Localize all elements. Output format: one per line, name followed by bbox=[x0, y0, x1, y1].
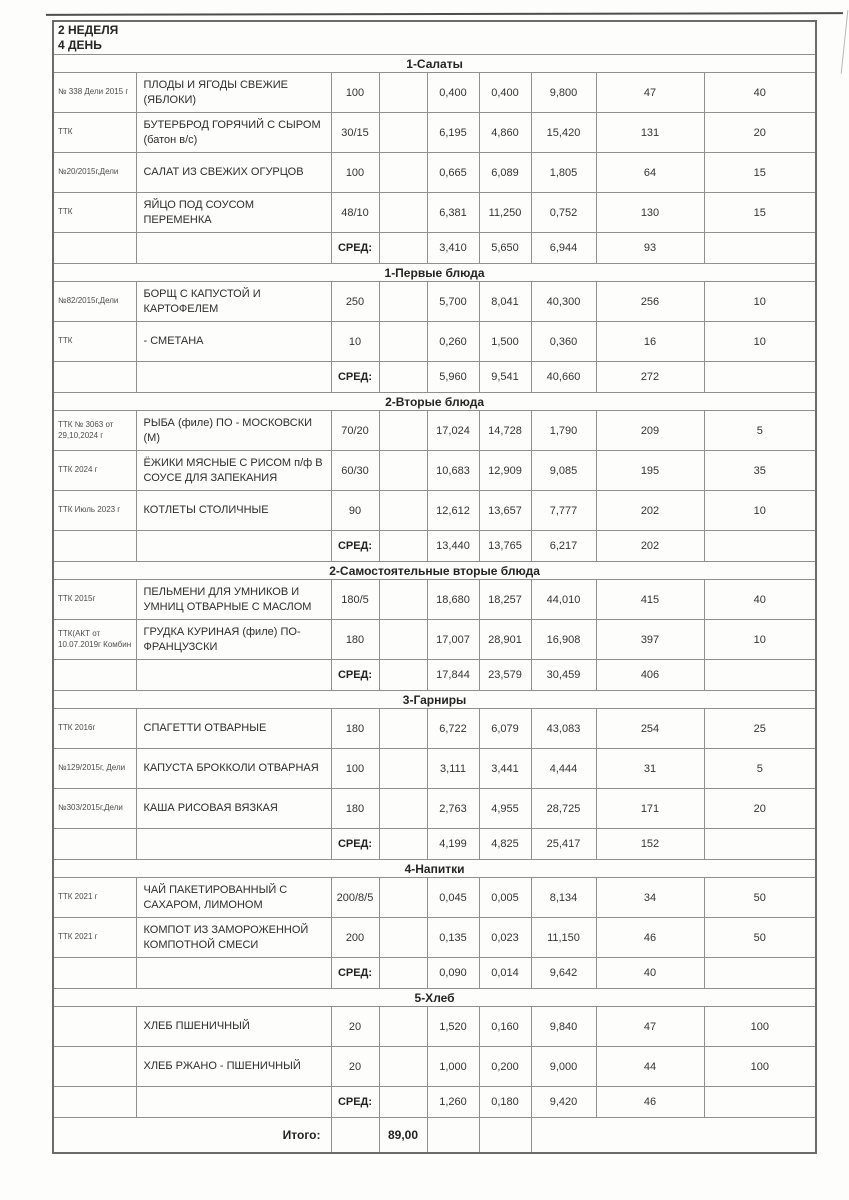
recipe-ref-cell: №129/2015г, Дели bbox=[53, 749, 136, 789]
value-cell: 6,217 bbox=[531, 531, 596, 562]
dish-row bbox=[53, 620, 816, 660]
blank-cell bbox=[379, 73, 427, 113]
dish-name-cell: СПАГЕТТИ ОТВАРНЫЕ bbox=[136, 709, 331, 749]
value-cell: 0,023 bbox=[479, 918, 531, 958]
value-cell: 9,840 bbox=[531, 1007, 596, 1047]
section-header-row bbox=[53, 989, 816, 1007]
dish-name-cell: БУТЕРБРОД ГОРЯЧИЙ С СЫРОМ (батон в/с) bbox=[136, 113, 331, 153]
value-cell: 406 bbox=[596, 660, 704, 691]
recipe-ref-cell: №303/2015г,Дели bbox=[53, 789, 136, 829]
value-cell: 0,014 bbox=[479, 958, 531, 989]
blank-cell bbox=[479, 1118, 531, 1153]
recipe-ref-cell bbox=[53, 362, 136, 393]
value-cell: 4,955 bbox=[479, 789, 531, 829]
value-cell: 254 bbox=[596, 709, 704, 749]
value-cell: 44,010 bbox=[531, 580, 596, 620]
value-cell: 17,024 bbox=[427, 411, 479, 451]
value-cell: 7,777 bbox=[531, 491, 596, 531]
dish-row bbox=[53, 878, 816, 918]
value-cell: 31 bbox=[596, 749, 704, 789]
portion-cell: 200/8/5 bbox=[331, 878, 379, 918]
value-cell: 130 bbox=[596, 193, 704, 233]
avg-label-cell: СРЕД: bbox=[331, 829, 379, 860]
total-label-cell: Итого: bbox=[53, 1118, 331, 1153]
section-header-row bbox=[53, 860, 816, 878]
portion-cell: 100 bbox=[331, 749, 379, 789]
value-cell: 5,700 bbox=[427, 282, 479, 322]
portion-cell: 100 bbox=[331, 73, 379, 113]
value-cell: 9,541 bbox=[479, 362, 531, 393]
value-cell: 0,200 bbox=[479, 1047, 531, 1087]
value-cell: 17,844 bbox=[427, 660, 479, 691]
dish-name-cell: САЛАТ ИЗ СВЕЖИХ ОГУРЦОВ bbox=[136, 153, 331, 193]
total-value-cell: 89,00 bbox=[379, 1118, 427, 1153]
value-cell: 34 bbox=[596, 878, 704, 918]
section-header-row bbox=[53, 55, 816, 73]
dish-name-cell bbox=[136, 233, 331, 264]
value-cell: 4,825 bbox=[479, 829, 531, 860]
dish-name-cell: ЁЖИКИ МЯСНЫЕ С РИСОМ п/ф В СОУСЕ ДЛЯ ЗАПЕКАНИЯ bbox=[136, 451, 331, 491]
value-cell: 4,860 bbox=[479, 113, 531, 153]
value-cell: 46 bbox=[596, 918, 704, 958]
value-cell: 0,090 bbox=[427, 958, 479, 989]
value-cell: 40 bbox=[596, 958, 704, 989]
blank-cell bbox=[331, 1118, 379, 1153]
value-cell: 17,007 bbox=[427, 620, 479, 660]
value-cell: 40 bbox=[704, 580, 816, 620]
dish-row bbox=[53, 322, 816, 362]
value-cell: 5 bbox=[704, 749, 816, 789]
blank-cell bbox=[379, 918, 427, 958]
recipe-ref-cell: ТТК 2021 г bbox=[53, 918, 136, 958]
blank-cell bbox=[531, 1118, 816, 1153]
value-cell: 64 bbox=[596, 153, 704, 193]
portion-cell: 180 bbox=[331, 789, 379, 829]
value-cell: 0,135 bbox=[427, 918, 479, 958]
dish-name-cell: КАПУСТА БРОККОЛИ ОТВАРНАЯ bbox=[136, 749, 331, 789]
avg-label-cell: СРЕД: bbox=[331, 958, 379, 989]
dish-name-cell bbox=[136, 1087, 331, 1118]
value-cell: 9,800 bbox=[531, 73, 596, 113]
recipe-ref-cell bbox=[53, 660, 136, 691]
recipe-ref-cell bbox=[53, 1047, 136, 1087]
dish-name-cell: ХЛЕБ ПШЕНИЧНЫЙ bbox=[136, 1007, 331, 1047]
value-cell: 18,680 bbox=[427, 580, 479, 620]
dish-row bbox=[53, 749, 816, 789]
portion-cell: 200 bbox=[331, 918, 379, 958]
value-cell: 1,805 bbox=[531, 153, 596, 193]
blank-cell bbox=[379, 958, 427, 989]
value-cell: 6,381 bbox=[427, 193, 479, 233]
value-cell: 195 bbox=[596, 451, 704, 491]
value-cell: 25 bbox=[704, 709, 816, 749]
value-cell bbox=[704, 660, 816, 691]
value-cell: 16 bbox=[596, 322, 704, 362]
dish-name-cell: ГРУДКА КУРИНАЯ (филе) ПО-ФРАНЦУЗСКИ bbox=[136, 620, 331, 660]
dish-name-cell bbox=[136, 531, 331, 562]
value-cell: 47 bbox=[596, 1007, 704, 1047]
value-cell: 28,901 bbox=[479, 620, 531, 660]
value-cell: 4,199 bbox=[427, 829, 479, 860]
value-cell: 23,579 bbox=[479, 660, 531, 691]
portion-cell: 70/20 bbox=[331, 411, 379, 451]
value-cell: 15 bbox=[704, 153, 816, 193]
dish-name-cell: ПЕЛЬМЕНИ ДЛЯ УМНИКОВ И УМНИЦ ОТВАРНЫЕ С МАСЛОМ bbox=[136, 580, 331, 620]
scan-artifact-line bbox=[46, 12, 843, 16]
value-cell: 152 bbox=[596, 829, 704, 860]
portion-cell: 250 bbox=[331, 282, 379, 322]
value-cell: 10 bbox=[704, 322, 816, 362]
value-cell: 5,960 bbox=[427, 362, 479, 393]
total-row bbox=[53, 1118, 816, 1153]
portion-cell: 60/30 bbox=[331, 451, 379, 491]
value-cell: 5,650 bbox=[479, 233, 531, 264]
value-cell bbox=[704, 531, 816, 562]
value-cell: 25,417 bbox=[531, 829, 596, 860]
dish-row bbox=[53, 193, 816, 233]
dish-name-cell: - СМЕТАНА bbox=[136, 322, 331, 362]
value-cell: 9,642 bbox=[531, 958, 596, 989]
scan-artifact-edge bbox=[841, 10, 849, 74]
portion-cell: 30/15 bbox=[331, 113, 379, 153]
value-cell: 93 bbox=[596, 233, 704, 264]
value-cell: 13,657 bbox=[479, 491, 531, 531]
section-title: 4-Напитки bbox=[53, 860, 816, 878]
average-row bbox=[53, 1087, 816, 1118]
blank-cell bbox=[379, 193, 427, 233]
value-cell: 50 bbox=[704, 918, 816, 958]
value-cell: 11,250 bbox=[479, 193, 531, 233]
blank-cell bbox=[379, 411, 427, 451]
dish-name-cell: КОТЛЕТЫ СТОЛИЧНЫЕ bbox=[136, 491, 331, 531]
value-cell: 9,085 bbox=[531, 451, 596, 491]
value-cell: 6,195 bbox=[427, 113, 479, 153]
value-cell: 15,420 bbox=[531, 113, 596, 153]
avg-label-cell: СРЕД: bbox=[331, 233, 379, 264]
blank-cell bbox=[427, 1118, 479, 1153]
value-cell: 6,079 bbox=[479, 709, 531, 749]
recipe-ref-cell bbox=[53, 958, 136, 989]
blank-cell bbox=[379, 1007, 427, 1047]
value-cell: 1,520 bbox=[427, 1007, 479, 1047]
recipe-ref-cell: № 338 Дели 2015 г bbox=[53, 73, 136, 113]
value-cell: 209 bbox=[596, 411, 704, 451]
value-cell: 10 bbox=[704, 620, 816, 660]
value-cell: 47 bbox=[596, 73, 704, 113]
value-cell: 0,360 bbox=[531, 322, 596, 362]
recipe-ref-cell: ТТК(АКТ от 10.07.2019г Комбин bbox=[53, 620, 136, 660]
dish-row bbox=[53, 73, 816, 113]
value-cell: 30,459 bbox=[531, 660, 596, 691]
portion-cell: 100 bbox=[331, 153, 379, 193]
value-cell: 1,260 bbox=[427, 1087, 479, 1118]
avg-label-cell: СРЕД: bbox=[331, 362, 379, 393]
blank-cell bbox=[379, 749, 427, 789]
dish-row bbox=[53, 1007, 816, 1047]
value-cell: 28,725 bbox=[531, 789, 596, 829]
blank-cell bbox=[379, 620, 427, 660]
blank-cell bbox=[379, 829, 427, 860]
recipe-ref-cell bbox=[53, 1087, 136, 1118]
dish-row bbox=[53, 282, 816, 322]
value-cell: 10 bbox=[704, 491, 816, 531]
section-header-row bbox=[53, 562, 816, 580]
value-cell: 50 bbox=[704, 878, 816, 918]
value-cell: 1,500 bbox=[479, 322, 531, 362]
section-header-row bbox=[53, 393, 816, 411]
dish-name-cell: КОМПОТ ИЗ ЗАМОРОЖЕННОЙ КОМПОТНОЙ СМЕСИ bbox=[136, 918, 331, 958]
value-cell: 0,260 bbox=[427, 322, 479, 362]
value-cell: 131 bbox=[596, 113, 704, 153]
recipe-ref-cell bbox=[53, 233, 136, 264]
value-cell: 100 bbox=[704, 1007, 816, 1047]
blank-cell bbox=[379, 660, 427, 691]
value-cell: 3,441 bbox=[479, 749, 531, 789]
value-cell: 4,444 bbox=[531, 749, 596, 789]
section-title: 2-Вторые блюда bbox=[53, 393, 816, 411]
recipe-ref-cell: ТТК bbox=[53, 113, 136, 153]
portion-cell: 180 bbox=[331, 620, 379, 660]
value-cell: 40,300 bbox=[531, 282, 596, 322]
section-title: 1-Первые блюда bbox=[53, 264, 816, 282]
dish-row bbox=[53, 789, 816, 829]
blank-cell bbox=[379, 153, 427, 193]
dish-row bbox=[53, 411, 816, 451]
recipe-ref-cell: ТТК 2015г bbox=[53, 580, 136, 620]
recipe-ref-cell bbox=[53, 531, 136, 562]
value-cell: 15 bbox=[704, 193, 816, 233]
value-cell: 8,041 bbox=[479, 282, 531, 322]
portion-cell: 20 bbox=[331, 1047, 379, 1087]
value-cell: 1,790 bbox=[531, 411, 596, 451]
value-cell: 43,083 bbox=[531, 709, 596, 749]
value-cell bbox=[704, 233, 816, 264]
dish-name-cell: ХЛЕБ РЖАНО - ПШЕНИЧНЫЙ bbox=[136, 1047, 331, 1087]
average-row bbox=[53, 531, 816, 562]
dish-name-cell bbox=[136, 829, 331, 860]
value-cell: 35 bbox=[704, 451, 816, 491]
value-cell: 6,722 bbox=[427, 709, 479, 749]
value-cell: 0,665 bbox=[427, 153, 479, 193]
value-cell: 0,045 bbox=[427, 878, 479, 918]
recipe-ref-cell: ТТК № 3063 от 29,10,2024 г bbox=[53, 411, 136, 451]
value-cell: 397 bbox=[596, 620, 704, 660]
value-cell: 256 bbox=[596, 282, 704, 322]
value-cell: 0,160 bbox=[479, 1007, 531, 1047]
portion-cell: 180 bbox=[331, 709, 379, 749]
value-cell: 10,683 bbox=[427, 451, 479, 491]
value-cell: 8,134 bbox=[531, 878, 596, 918]
average-row bbox=[53, 362, 816, 393]
value-cell: 12,612 bbox=[427, 491, 479, 531]
blank-cell bbox=[379, 709, 427, 749]
blank-cell bbox=[379, 322, 427, 362]
value-cell: 0,400 bbox=[427, 73, 479, 113]
dish-name-cell: ПЛОДЫ И ЯГОДЫ СВЕЖИЕ (ЯБЛОКИ) bbox=[136, 73, 331, 113]
dish-row bbox=[53, 153, 816, 193]
value-cell: 20 bbox=[704, 789, 816, 829]
value-cell: 6,089 bbox=[479, 153, 531, 193]
recipe-ref-cell bbox=[53, 1007, 136, 1047]
dish-name-cell: КАША РИСОВАЯ ВЯЗКАЯ bbox=[136, 789, 331, 829]
value-cell: 9,420 bbox=[531, 1087, 596, 1118]
value-cell: 3,111 bbox=[427, 749, 479, 789]
week-day-row bbox=[53, 21, 816, 55]
week-day-header bbox=[53, 21, 816, 55]
value-cell: 0,400 bbox=[479, 73, 531, 113]
value-cell: 44 bbox=[596, 1047, 704, 1087]
recipe-ref-cell: ТТК 2016г bbox=[53, 709, 136, 749]
blank-cell bbox=[379, 233, 427, 264]
recipe-ref-cell: ТТК Июль 2023 г bbox=[53, 491, 136, 531]
blank-cell bbox=[379, 491, 427, 531]
value-cell bbox=[704, 1087, 816, 1118]
value-cell: 5 bbox=[704, 411, 816, 451]
blank-cell bbox=[379, 113, 427, 153]
value-cell: 6,944 bbox=[531, 233, 596, 264]
dish-row bbox=[53, 113, 816, 153]
dish-row bbox=[53, 1047, 816, 1087]
value-cell: 1,000 bbox=[427, 1047, 479, 1087]
value-cell: 272 bbox=[596, 362, 704, 393]
section-header-row bbox=[53, 691, 816, 709]
value-cell: 0,005 bbox=[479, 878, 531, 918]
portion-cell: 20 bbox=[331, 1007, 379, 1047]
average-row bbox=[53, 829, 816, 860]
value-cell: 202 bbox=[596, 491, 704, 531]
portion-cell: 90 bbox=[331, 491, 379, 531]
recipe-ref-cell: ТТК 2021 г bbox=[53, 878, 136, 918]
section-title: 1-Салаты bbox=[53, 55, 816, 73]
value-cell: 9,000 bbox=[531, 1047, 596, 1087]
value-cell: 202 bbox=[596, 531, 704, 562]
day-label: 4 ДЕНЬ bbox=[58, 38, 102, 52]
dish-row bbox=[53, 491, 816, 531]
section-header-row bbox=[53, 264, 816, 282]
blank-cell bbox=[379, 282, 427, 322]
value-cell: 100 bbox=[704, 1047, 816, 1087]
blank-cell bbox=[379, 1087, 427, 1118]
dish-name-cell: ЯЙЦО ПОД СОУСОМ ПЕРЕМЕНКА bbox=[136, 193, 331, 233]
value-cell: 46 bbox=[596, 1087, 704, 1118]
dish-name-cell: ЧАЙ ПАКЕТИРОВАННЫЙ С САХАРОМ, ЛИМОНОМ bbox=[136, 878, 331, 918]
section-title: 5-Хлеб bbox=[53, 989, 816, 1007]
value-cell: 2,763 bbox=[427, 789, 479, 829]
value-cell: 16,908 bbox=[531, 620, 596, 660]
blank-cell bbox=[379, 1047, 427, 1087]
value-cell: 40 bbox=[704, 73, 816, 113]
value-cell: 18,257 bbox=[479, 580, 531, 620]
value-cell: 11,150 bbox=[531, 918, 596, 958]
recipe-ref-cell: №20/2015г,Дели bbox=[53, 153, 136, 193]
value-cell: 0,752 bbox=[531, 193, 596, 233]
dish-name-cell bbox=[136, 660, 331, 691]
average-row bbox=[53, 660, 816, 691]
recipe-ref-cell: ТТК 2024 г bbox=[53, 451, 136, 491]
blank-cell bbox=[379, 451, 427, 491]
value-cell: 12,909 bbox=[479, 451, 531, 491]
blank-cell bbox=[379, 531, 427, 562]
recipe-ref-cell: ТТК bbox=[53, 322, 136, 362]
dish-name-cell: РЫБА (филе) ПО - МОСКОВСКИ (М) bbox=[136, 411, 331, 451]
avg-label-cell: СРЕД: bbox=[331, 531, 379, 562]
blank-cell bbox=[379, 878, 427, 918]
dish-row bbox=[53, 918, 816, 958]
value-cell: 13,440 bbox=[427, 531, 479, 562]
value-cell: 10 bbox=[704, 282, 816, 322]
portion-cell: 48/10 bbox=[331, 193, 379, 233]
value-cell: 13,765 bbox=[479, 531, 531, 562]
value-cell: 415 bbox=[596, 580, 704, 620]
recipe-ref-cell: ТТК bbox=[53, 193, 136, 233]
recipe-ref-cell: №82/2015г,Дели bbox=[53, 282, 136, 322]
value-cell: 14,728 bbox=[479, 411, 531, 451]
blank-cell bbox=[379, 362, 427, 393]
value-cell: 40,660 bbox=[531, 362, 596, 393]
dish-name-cell bbox=[136, 958, 331, 989]
avg-label-cell: СРЕД: bbox=[331, 1087, 379, 1118]
value-cell bbox=[704, 829, 816, 860]
value-cell: 20 bbox=[704, 113, 816, 153]
avg-label-cell: СРЕД: bbox=[331, 660, 379, 691]
blank-cell bbox=[379, 580, 427, 620]
section-title: 3-Гарниры bbox=[53, 691, 816, 709]
dish-row bbox=[53, 451, 816, 491]
value-cell bbox=[704, 958, 816, 989]
dish-row bbox=[53, 580, 816, 620]
section-title: 2-Самостоятельные вторые блюда bbox=[53, 562, 816, 580]
recipe-ref-cell bbox=[53, 829, 136, 860]
dish-name-cell bbox=[136, 362, 331, 393]
value-cell: 0,180 bbox=[479, 1087, 531, 1118]
value-cell: 3,410 bbox=[427, 233, 479, 264]
average-row bbox=[53, 958, 816, 989]
value-cell: 171 bbox=[596, 789, 704, 829]
dish-name-cell: БОРЩ С КАПУСТОЙ И КАРТОФЕЛЕМ bbox=[136, 282, 331, 322]
blank-cell bbox=[379, 789, 427, 829]
menu-table bbox=[52, 20, 817, 1154]
value-cell bbox=[704, 362, 816, 393]
dish-row bbox=[53, 709, 816, 749]
portion-cell: 10 bbox=[331, 322, 379, 362]
average-row bbox=[53, 233, 816, 264]
portion-cell: 180/5 bbox=[331, 580, 379, 620]
week-label: 2 НЕДЕЛЯ bbox=[58, 23, 119, 37]
